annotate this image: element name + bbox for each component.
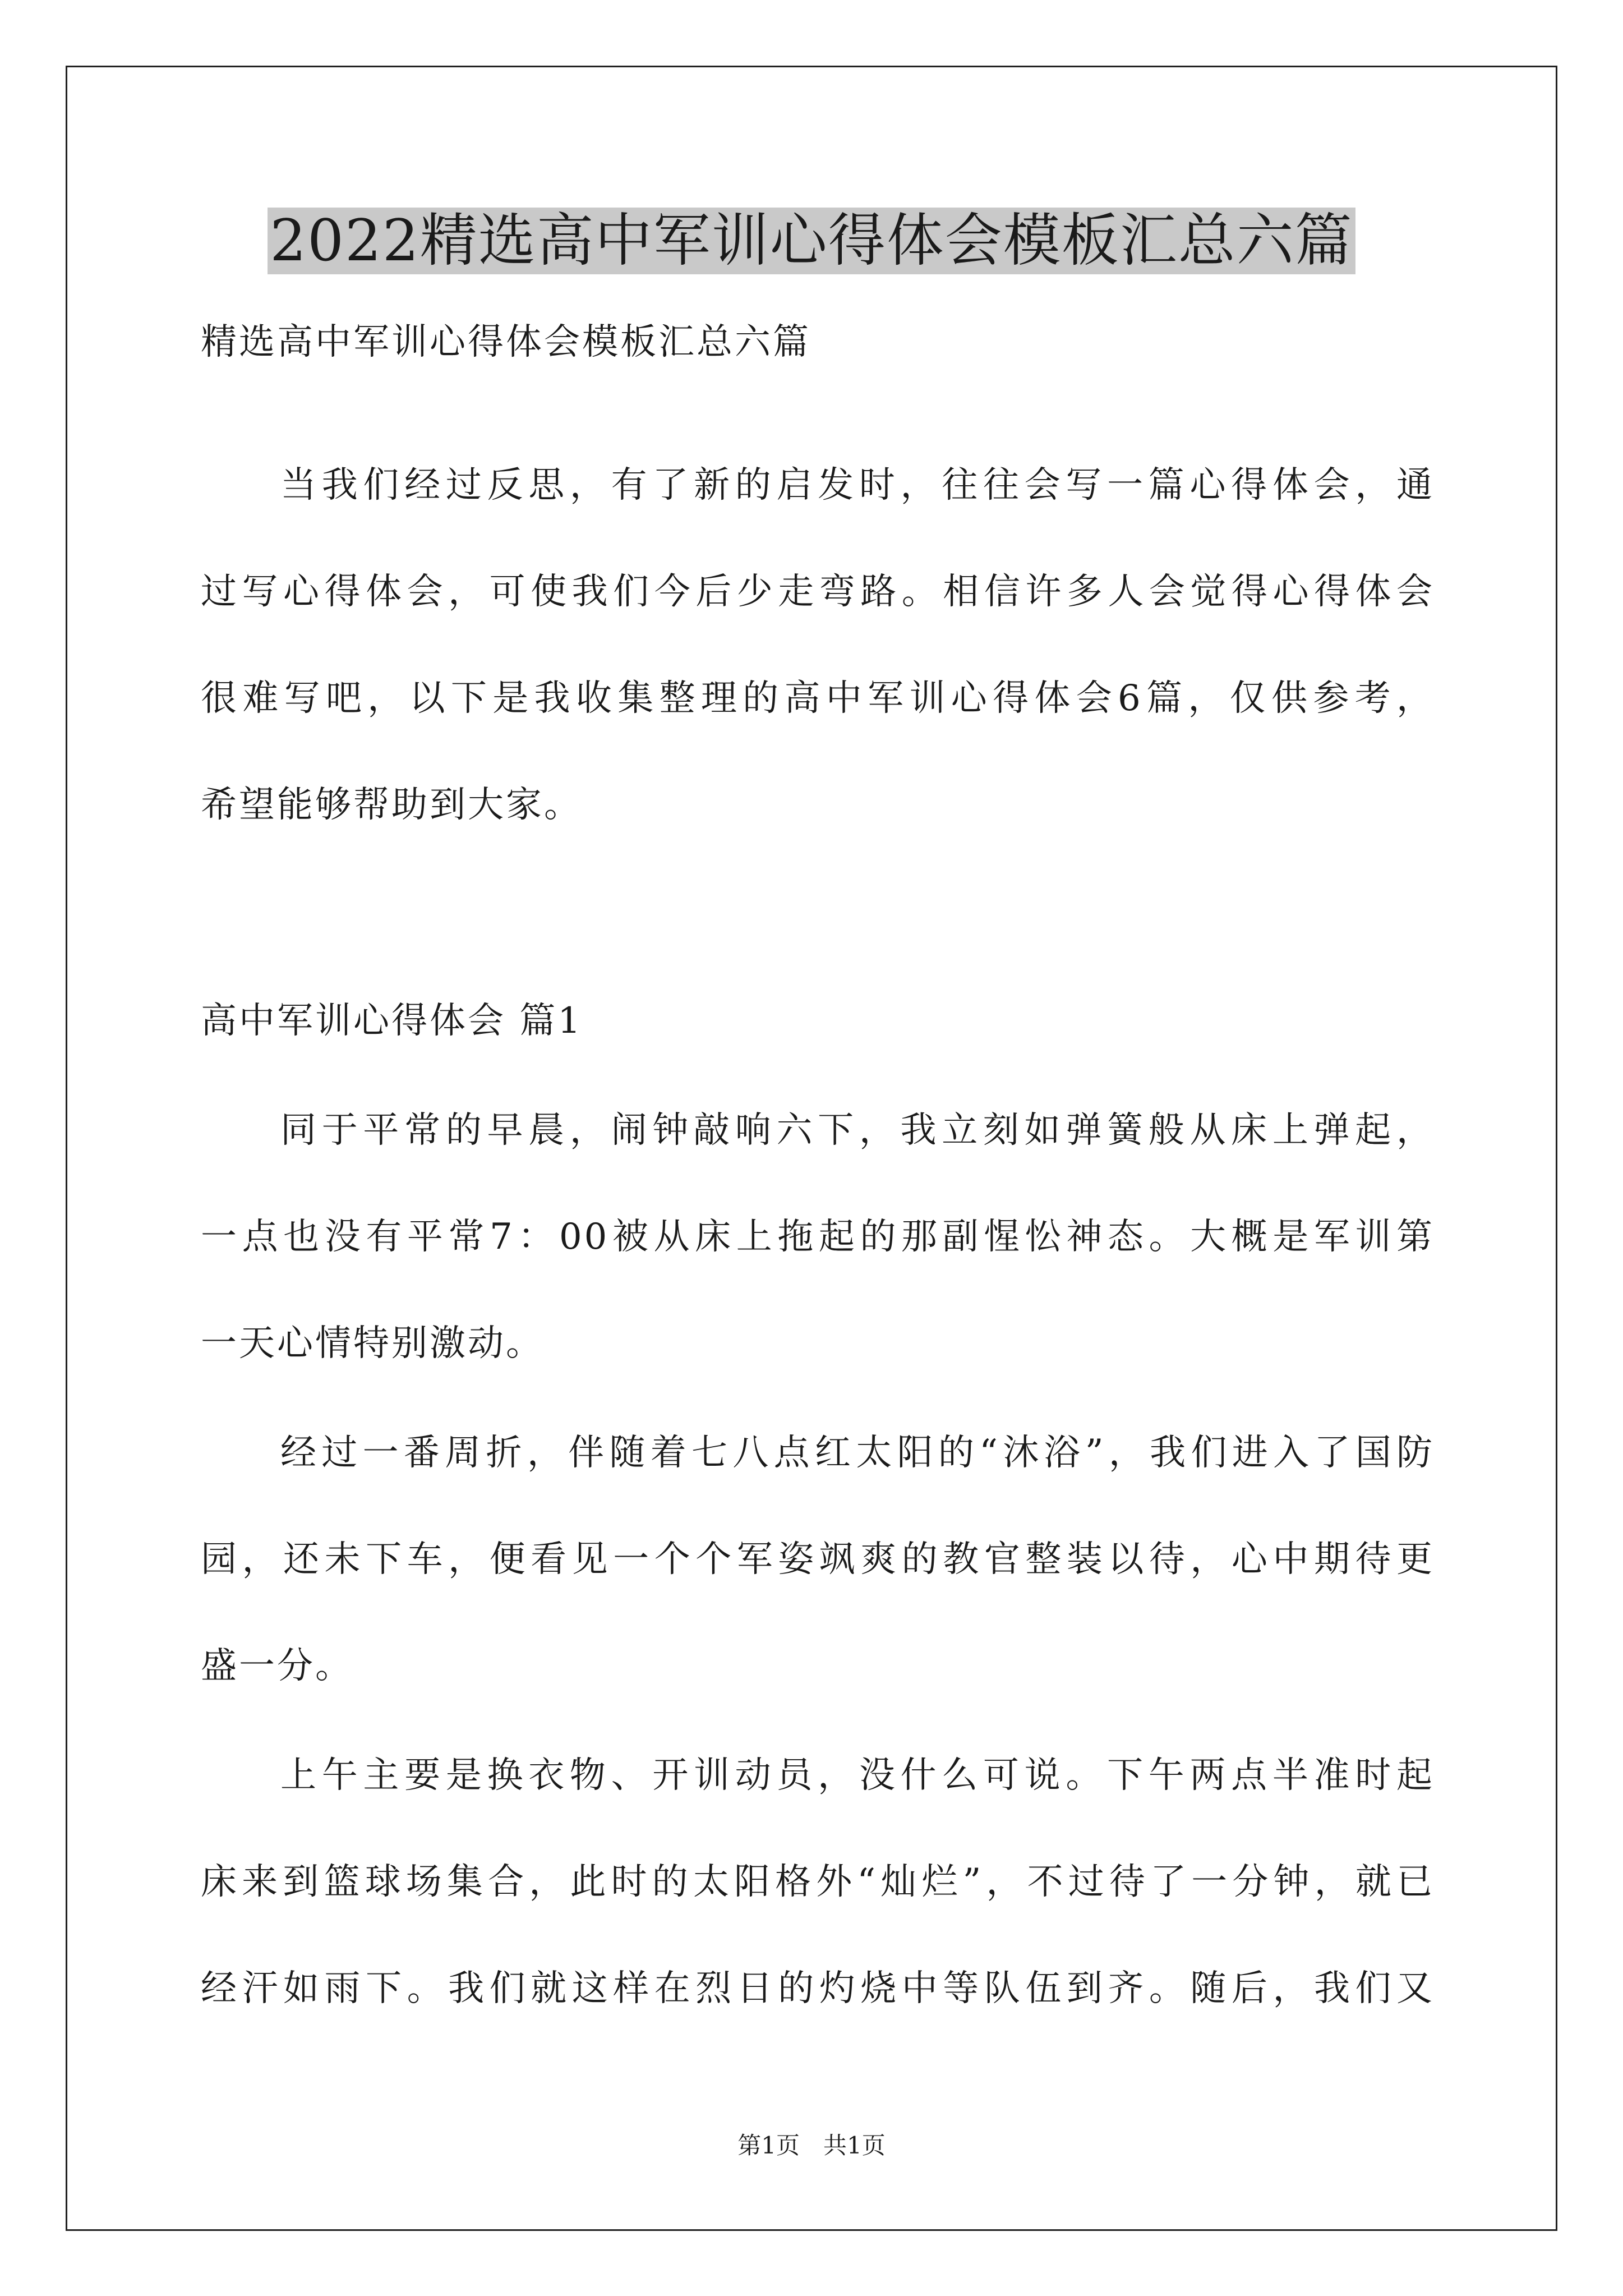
paragraph-line: 经汗如雨下。我们就这样在烈日的灼烧中等队伍到齐。随后，我们又 [201,1968,1435,2009]
document-subtitle: 精选高中军训心得体会模板汇总六篇 [201,321,811,363]
paragraph-line: 一天心情特别激动。 [201,1323,544,1364]
paragraph-line: 经过一番周折，伴随着七八点红太阳的“沐浴”，我们进入了国防 [280,1432,1435,1474]
intro-line: 很难写吧，以下是我收集整理的高中军训心得体会6篇，仅供参考， [201,678,1435,719]
intro-line: 希望能够帮助到大家。 [201,784,582,826]
paragraph-line: 园，还未下车，便看见一个个军姿飒爽的教官整装以待，心中期待更 [201,1539,1435,1580]
intro-line: 过写心得体会，可使我们今后少走弯路。相信许多人会觉得心得体会 [201,571,1435,613]
page-footer: 第1页 共1页 [737,2132,886,2159]
paragraph-line: 上午主要是换衣物、开训动员，没什么可说。下午两点半准时起 [280,1755,1435,1796]
paragraph-line: 同于平常的早晨，闹钟敲响六下，我立刻如弹簧般从床上弹起， [280,1110,1435,1151]
document-title: 2022精选高中军训心得体会模板汇总六篇 [0,205,1623,278]
intro-line: 当我们经过反思，有了新的启发时，往往会写一篇心得体会，通 [280,464,1435,506]
section-heading: 高中军训心得体会 篇1 [201,1000,583,1042]
paragraph-line: 盛一分。 [201,1645,353,1687]
paragraph-line: 一点也没有平常7：00被从床上拖起的那副惺忪神态。大概是军训第 [201,1216,1435,1258]
paragraph-line: 床来到篮球场集合，此时的太阳格外“灿烂”，不过待了一分钟，就已 [201,1861,1435,1903]
